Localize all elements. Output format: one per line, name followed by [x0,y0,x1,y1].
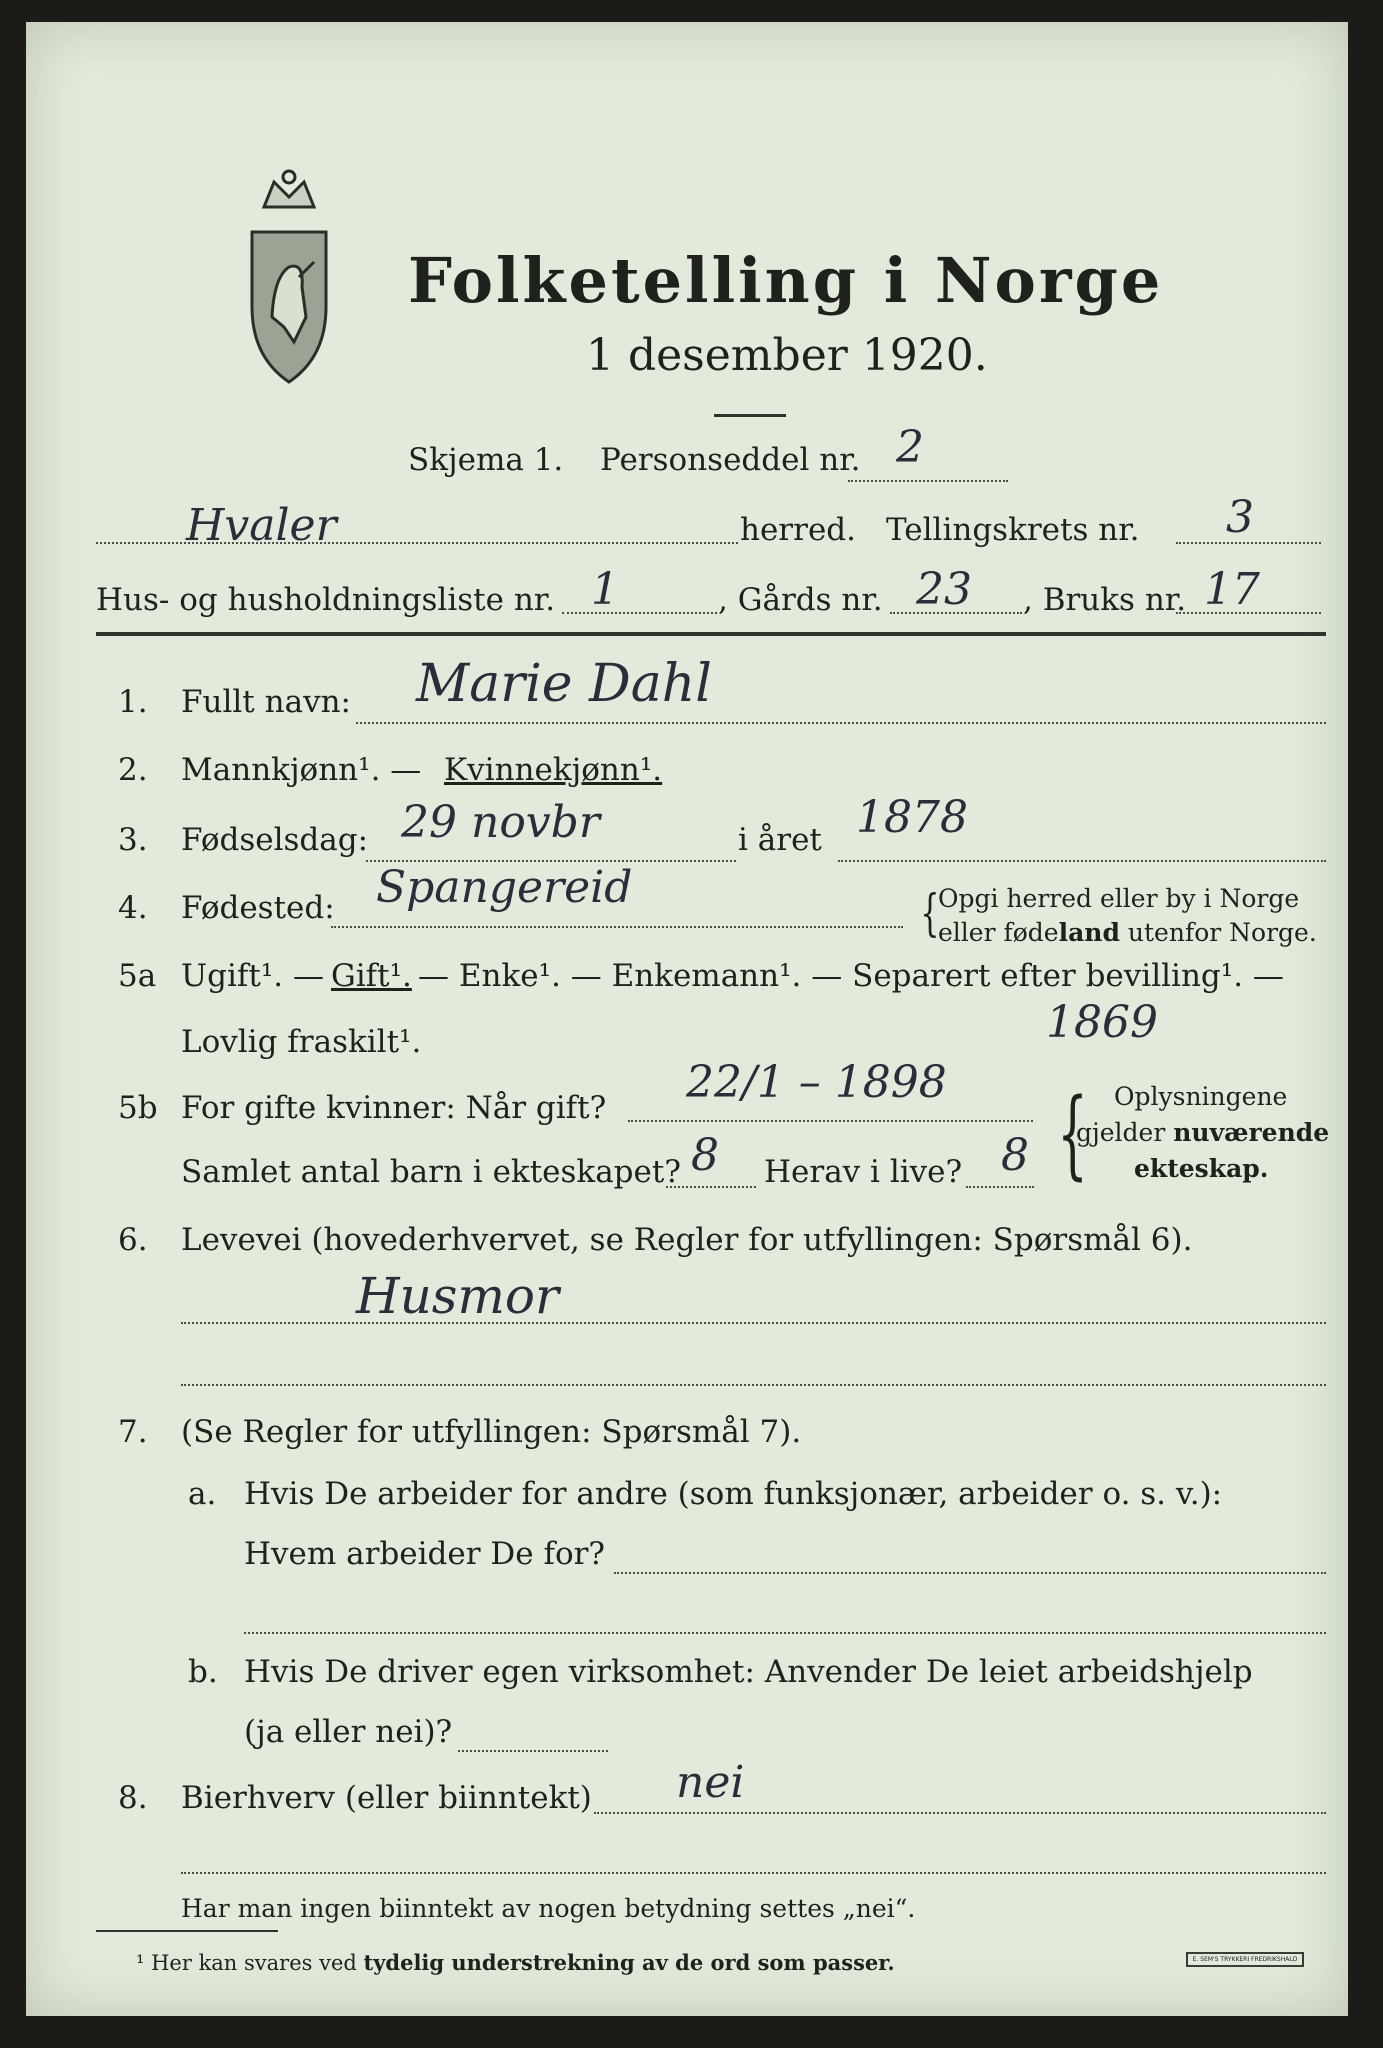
q8-value: nei [676,1757,745,1808]
q4-note-part-b: land [1058,918,1120,947]
q4-label: Fødested: [181,890,335,926]
q8-number: 8. [118,1780,148,1816]
q5b-note-line1: Oplysningene [1114,1082,1288,1111]
q3-number: 3. [118,822,148,858]
q6-line2 [181,1384,1326,1386]
personseddel-line [848,480,1008,482]
q7-label: (Se Regler for utfyllingen: Spørsmål 7). [181,1414,802,1450]
q5b-note-line3: ekteskap. [1134,1154,1269,1183]
skjema-label: Skjema 1. [408,442,564,478]
gards-label: , Gårds nr. [718,582,883,618]
q5a-number: 5a [118,958,157,994]
bruks-line [1176,612,1321,614]
q7b-line2: (ja eller nei)? [244,1714,453,1750]
herred-label: herred. [740,512,856,548]
herred-line [96,542,738,544]
footnote [136,1950,895,1975]
q7a-answer-line1 [614,1572,1326,1574]
q4-value: Spangereid [376,862,633,913]
q3-year-value: 1878 [856,792,968,843]
form-title: Folketelling i Norge [408,244,1164,317]
hus-label: Hus- og husholdningsliste nr. [96,582,556,618]
q8-label: Bierhverv (eller biinntekt) [181,1780,592,1816]
q4-note-part-c: utenfor Norge. [1119,918,1317,947]
q7-number: 7. [118,1414,148,1450]
q5a-gift-underlined: Gift¹. [331,958,412,994]
q7a-answer-line2 [244,1632,1326,1634]
q7b-answer-line [458,1750,608,1752]
q7b-number: b. [188,1654,218,1690]
q5b-barn-value: 8 [691,1130,719,1181]
footnote-text-b: tydelig understrekning av de ord som passer. [363,1950,895,1975]
personseddel-label: Personseddel nr. [600,442,861,478]
q8-line1 [594,1812,1326,1814]
q5a-ugift: Ugift¹. — [181,958,324,994]
nei-note: Har man ingen biinntekt av nogen betydning settes „nei“. [181,1894,916,1923]
q3-year-label: i året [738,822,822,858]
gards-line [890,612,1022,614]
q5b-live-label: Herav i live? [764,1154,963,1190]
q6-label: Levevei (hovederhvervet, se Regler for utfyllingen: Spørsmål 6). [181,1222,1193,1258]
q5b-note-line2 [1076,1118,1329,1147]
hus-value: 1 [591,564,619,615]
census-date: 1 desember 1920. [586,330,988,381]
q5a-line2: Lovlig fraskilt¹. [181,1024,422,1060]
header-divider [96,632,1326,636]
q5b-barn-label: Samlet antal barn i ekteskapet? [181,1154,681,1190]
q3-year-line [838,860,1326,862]
q5b-line [628,1120,1033,1122]
q1-number: 1. [118,684,148,720]
q5b-note-part-b: nuværende [1173,1118,1330,1147]
q4-note-line1: Opgi herred eller by i Norge [938,884,1300,913]
gards-value: 23 [916,564,972,615]
q4-line [331,926,903,928]
hus-line [562,612,717,614]
bruks-label: , Bruks nr. [1023,582,1187,618]
q4-note-line2 [938,918,1317,947]
q6-line1 [181,1322,1326,1324]
q2-mann: Mannkjønn¹. — [181,752,422,788]
q3-label: Fødselsdag: [181,822,369,858]
q7a-number: a. [188,1476,217,1512]
q5a-margin-note: 1869 [1046,997,1158,1048]
q7a-line1: Hvis De arbeider for andre (som funksjonær, arbeider o. s. v.): [244,1476,1223,1512]
q6-number: 6. [118,1222,148,1258]
q8-line2 [181,1872,1326,1874]
herred-value: Hvaler [186,500,337,551]
footnote-divider [96,1930,278,1932]
q4-number: 4. [118,890,148,926]
bruks-value: 17 [1204,564,1260,615]
footnote-mark: ¹ [136,1951,145,1975]
q7b-line1: Hvis De driver egen virksomhet: Anvender De leiet arbeidshjelp [244,1654,1253,1690]
q5b-live-value: 8 [1001,1130,1029,1181]
q5b-label: For gifte kvinner: Når gift? [181,1090,607,1126]
q5b-value: 22/1 – 1898 [686,1057,947,1108]
q3-value: 29 novbr [401,797,600,848]
title-divider [714,414,786,417]
personseddel-value: 2 [896,422,924,473]
q1-label: Fullt navn: [181,684,351,720]
q5a-rest: — Enke¹. — Enkemann¹. — Separert efter bevilling¹. — [418,958,1284,994]
tellingskrets-line [1176,542,1321,544]
q1-line [356,722,1326,724]
q7a-line2: Hvem arbeider De for? [244,1536,606,1572]
q5b-barn-line [666,1186,756,1188]
q5b-live-line [966,1186,1034,1188]
census-form-sheet [26,22,1348,2016]
q2-kvinne-underlined: Kvinnekjønn¹. [444,752,663,788]
q4-note-part-a: eller føde [938,918,1059,947]
q5b-note-part-a: gjelder [1076,1118,1174,1147]
q5b-brace: { [1057,1078,1088,1190]
norway-coat-of-arms-icon [244,167,334,392]
q4-brace: { [920,884,940,942]
printer-stamp: E. SEM'S TRYKKERI FREDRIKSHALD [1186,1952,1304,1967]
tellingskrets-label: Tellingskrets nr. [886,512,1140,548]
tellingskrets-value: 3 [1226,492,1254,543]
q1-value: Marie Dahl [416,654,712,714]
q5b-number: 5b [118,1090,158,1126]
q2-number: 2. [118,752,148,788]
q6-value: Husmor [356,1267,559,1325]
footnote-text-a: Her kan svares ved [151,1951,364,1975]
